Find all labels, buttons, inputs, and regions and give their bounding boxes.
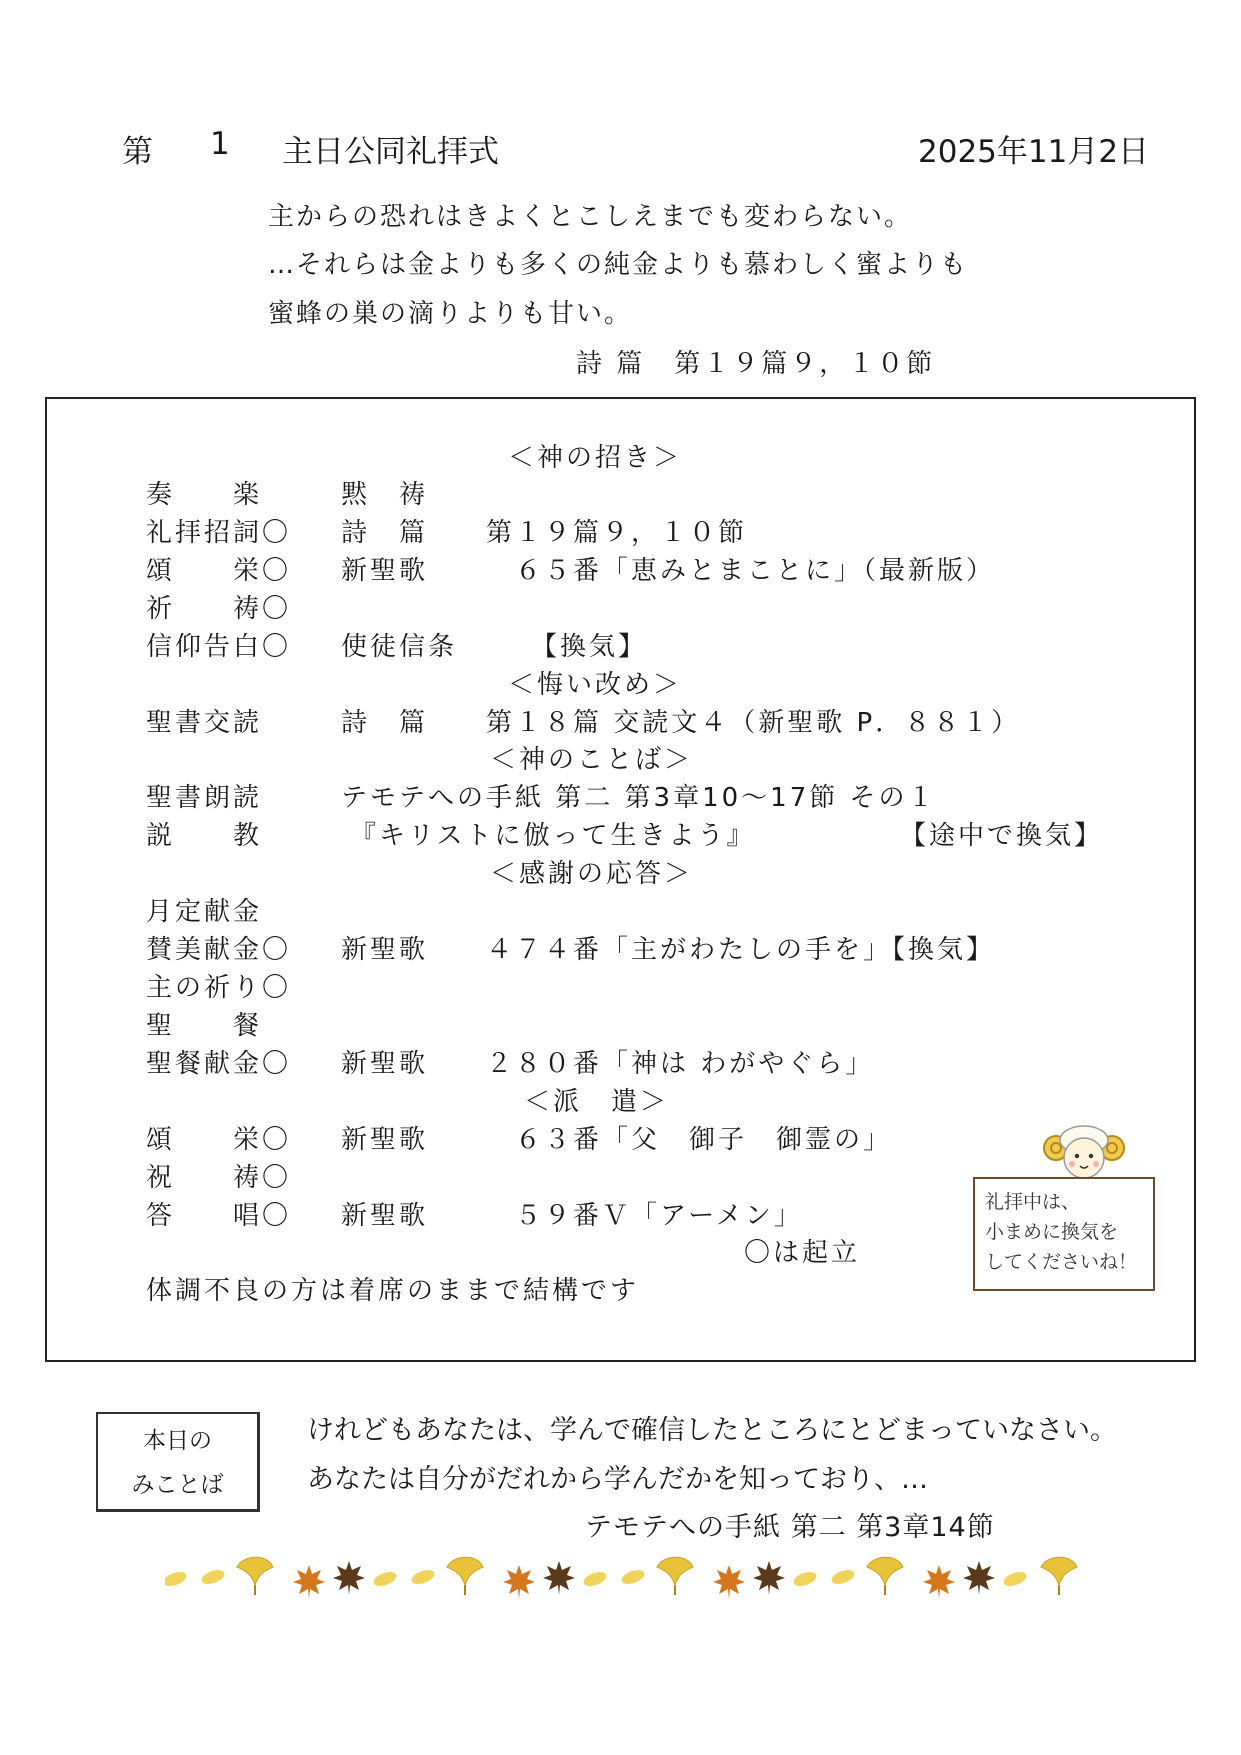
order-item-content: 使徒信条 【換気】 bbox=[341, 632, 648, 662]
order-item-label: 奏 楽 bbox=[146, 480, 263, 510]
order-item-label: 主の祈り〇 bbox=[146, 973, 292, 1003]
order-item-label: 聖書朗読 bbox=[146, 783, 263, 813]
service-title: 主日公同礼拝式 bbox=[282, 134, 499, 170]
todays-word-reference: テモテへの手紙 第二 第3章14節 bbox=[585, 1512, 995, 1543]
order-item-content: 『キリストに倣って生きよう』 bbox=[350, 821, 756, 851]
order-item-label: 聖書交読 bbox=[146, 708, 263, 738]
order-item-content: 詩 篇 第１９篇９，１０節 bbox=[341, 518, 748, 548]
notice-line: 小まめに換気を bbox=[985, 1221, 1119, 1243]
order-item-label: 説 教 bbox=[146, 821, 263, 851]
order-item-content: テモテへの手紙 第二 第3章10～17節 その１ bbox=[341, 783, 937, 813]
opening-verse-line-2: …それらは金よりも多くの純金よりも慕わしく蜜よりも bbox=[268, 250, 969, 280]
health-note: 体調不良の方は着席のままで結構です bbox=[146, 1276, 640, 1306]
opening-verse-line-1: 主からの恐れはきよくとこしえまでも変わらない。 bbox=[268, 202, 913, 232]
order-item-content: 詩 篇 第１８篇 交読文４（新聖歌 P．８８１） bbox=[341, 708, 1021, 738]
order-item-label: 信仰告白〇 bbox=[146, 632, 292, 662]
order-item-content: 新聖歌 ５９番Ｖ「アーメン」 bbox=[341, 1201, 803, 1231]
order-item-content: 黙 祷 bbox=[341, 480, 429, 510]
service-date: 2025年11月2日 bbox=[918, 134, 1150, 170]
sermon-ventilation-note: 【途中で換気】 bbox=[900, 821, 1104, 851]
order-item-label: 頌 栄〇 bbox=[146, 556, 292, 586]
notice-line: 礼拝中は、 bbox=[985, 1191, 1081, 1213]
section-sending: ＜派 遣＞ bbox=[524, 1087, 670, 1117]
order-item-content: 新聖歌 ２８０番「神は わがやぐら」 bbox=[341, 1049, 875, 1079]
order-item-content: 新聖歌 ６３番「父 御子 御霊の」 bbox=[341, 1125, 893, 1155]
order-item-content: 新聖歌 ４７４番「主がわたしの手を」【換気】 bbox=[341, 935, 996, 965]
opening-verse-line-3: 蜜蜂の巣の滴りよりも甘い。 bbox=[268, 299, 633, 329]
todays-word-label-line: 本日の bbox=[143, 1428, 212, 1454]
sheep-mascot-icon bbox=[1040, 1118, 1128, 1184]
section-repentance: ＜悔い改め＞ bbox=[508, 670, 683, 700]
order-item-label: 祈 祷〇 bbox=[146, 594, 292, 624]
order-item-content: 新聖歌 ６５番「恵みとまことに」（最新版） bbox=[341, 556, 996, 586]
order-item-label: 賛美献金〇 bbox=[146, 935, 292, 965]
opening-verse-reference: 詩 篇 第１９篇９，１０節 bbox=[576, 349, 936, 379]
notice-line: してくださいね！ bbox=[985, 1251, 1138, 1273]
order-item-label: 礼拝招詞〇 bbox=[146, 518, 292, 548]
standing-note: 〇は起立 bbox=[744, 1238, 861, 1268]
autumn-leaves-border-icon bbox=[165, 1555, 1095, 1605]
order-item-label: 聖餐献金〇 bbox=[146, 1049, 292, 1079]
order-item-label: 頌 栄〇 bbox=[146, 1125, 292, 1155]
order-item-label: 月定献金 bbox=[146, 897, 263, 927]
service-number: 1 bbox=[210, 126, 230, 162]
section-invitation: ＜神の招き＞ bbox=[508, 443, 683, 473]
todays-word-label-line: みことば bbox=[131, 1472, 224, 1498]
todays-word-label-box bbox=[96, 1412, 260, 1512]
todays-word-line-1: けれどもあなたは、学んで確信したところにとどまっていなさい。 bbox=[307, 1415, 1117, 1446]
order-item-label: 祝 祷〇 bbox=[146, 1163, 292, 1193]
service-ordinal: 第 bbox=[122, 134, 153, 170]
ventilation-notice-sign bbox=[973, 1177, 1155, 1291]
order-item-label: 聖 餐 bbox=[146, 1011, 263, 1041]
order-item-label: 答 唱〇 bbox=[146, 1201, 292, 1231]
section-word-of-god: ＜神のことば＞ bbox=[490, 745, 694, 775]
todays-word-line-2: あなたは自分がだれから学んだかを知っており、… bbox=[307, 1464, 928, 1495]
section-thanksgiving: ＜感謝の応答＞ bbox=[490, 859, 694, 889]
